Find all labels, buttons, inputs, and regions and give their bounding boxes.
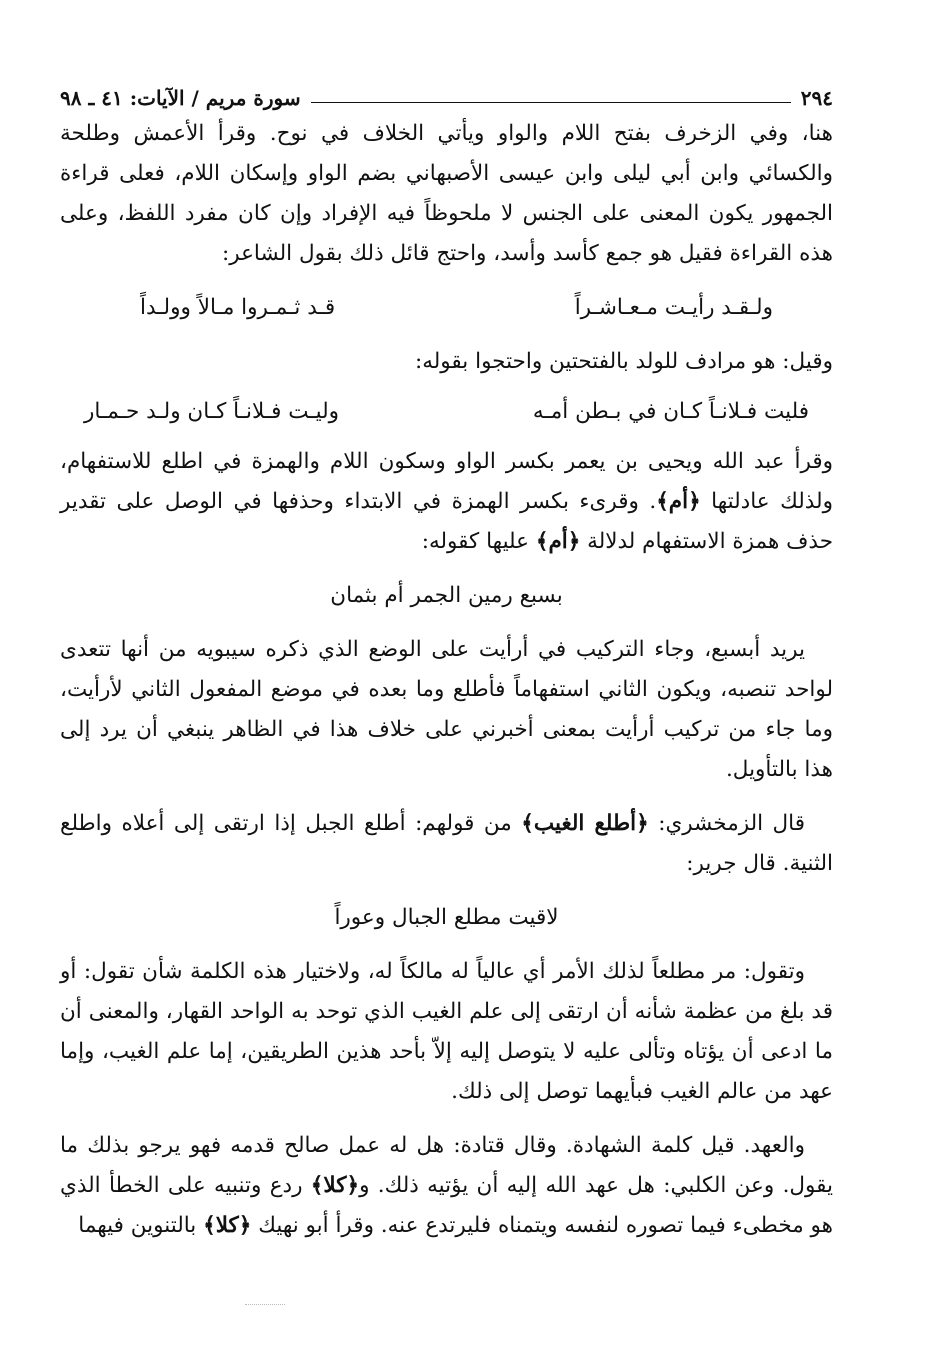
paragraph-5-part-2: من قولهم: أطلع الجبل إذا ارتقى إلى أعلاه واطلع الثنية. قال جرير: [60,811,833,876]
page-body [60,114,833,1246]
page-title: سورة مريم / الآيات: ٤١ ـ ٩٨ [60,86,301,110]
paragraph-6: وتقول: مر مطلعاً لذلك الأمر أي عالياً له مالكاً له، ولاختيار هذه الكلمة شأن تقول: أو قد بلغ من عظمة شأنه أن ارتقى إلى علم الغيب الذي توحد به الواحد القهار، والمعنى أن ما ادعى أن يؤتاه وتألى عليه لا يتوصل إليه إلاّ بأحد هذين الطريقين، إما علم الغيب، وإما عهد من عالم الغيب فبأيهما توصل إلى ذلك. [60,959,833,1104]
quran-quote-kalla-2: ﴿كلا﴾ [203,1213,252,1238]
footer-mark [245,1304,285,1305]
quran-quote-kalla: ﴿كلا﴾ [310,1173,360,1198]
paragraph-2: وقيل: هو مرادف للولد بالفتحتين واحتجوا بقوله: [414,349,833,374]
paragraph-7-part-2: ردع وتنبيه على الخطأ الذي هو مخطىء فيما تصوره لنفسه ويتمناه فليرتدع عنه. وقرأ أبو نهيك [60,1173,833,1238]
verse-1 [140,288,773,328]
paragraph-5-part-1: قال الزمخشري: [648,811,806,836]
paragraph-3-part-3: عليها كقوله: [421,529,536,554]
page-number: ٢٩٤ [800,86,833,110]
quran-quote-am-2: ﴿أم﴾ [535,529,581,554]
verse-1-second-hemistich: قـد ثـمـروا مـالاً وولـداً [140,295,336,320]
paragraph-3 [60,442,833,562]
header-rule [311,102,791,103]
verse-2-first-hemistich: فليت فـلانـاً كـان في بـطن أمـه [532,399,809,424]
paragraph-1: هنا، وفي الزخرف بفتح اللام والواو ويأتي الخلاف في نوح. وقرأ الأعمش وطلحة والكسائي وابن أبي ليلى وابن عيسى الأصبهاني بضم الواو وإسكان اللام، فعلى قراءة الجمهور يكون المعنى على الجنس لا ملحوظاً فيه الإفراد وإن كان مفرد اللفظ، وعلى هذه القراءة فقيل هو جمع كأسد وأسد، واحتج قائل ذلك بقول الشاعر: [60,121,833,266]
quran-quote-am: ﴿أم﴾ [656,489,701,514]
verse-4: لاقيت مطلع الجبال وعوراً [334,905,559,930]
verse-1-first-hemistich: ولـقـد رأيـت مـعـاشـراً [574,295,773,320]
paragraph-5 [60,804,833,884]
paragraph-4: يريد أبسبع، وجاء التركيب في أرأيت على الوضع الذي ذكره سيبويه من أنها تتعدى لواحد تنصبه، ويكون الثاني استفهاماً فأطلع وما بعده في موضع المفعول الثاني لأرأيت، وما جاء من تركيب أرأيت بمعنى أخبرني على خلاف هذا في الظاهر ينبغي أن يرد إلى هذا بالتأويل. [60,637,833,782]
paragraph-3-part-1: وقرأ عبد الله ويحيى بن يعمر بكسر الواو وسكون اللام والهمزة في اطلع للاستفهام، ولذلك عادلتها [60,449,833,514]
verse-3: بسبع رمين الجمر أم بثمان [330,583,563,608]
paragraph-3-part-2: . وقرىء بكسر الهمزة في الابتداء وحذفها في الوصل على تقدير حذف همزة الاستفهام لدلالة [60,489,833,554]
quran-quote-atalaa: ﴿أطلع الغيب﴾ [521,811,649,836]
paragraph-7-part-1: والعهد. قيل كلمة الشهادة. وقال قتادة: هل له عمل صالح قدمه فهو يرجو بذلك ما يقول. وعن الكلبي: هل عهد الله إليه أن يؤتيه ذلك. و [60,1133,833,1198]
verse-2-second-hemistich: وليـت فـلانـاً كـان ولـد حـمـار [84,399,340,424]
page-header [60,80,833,110]
verse-2 [84,392,809,432]
paragraph-7 [60,1126,833,1246]
paragraph-7-part-3: بالتنوين فيهما [78,1213,204,1238]
